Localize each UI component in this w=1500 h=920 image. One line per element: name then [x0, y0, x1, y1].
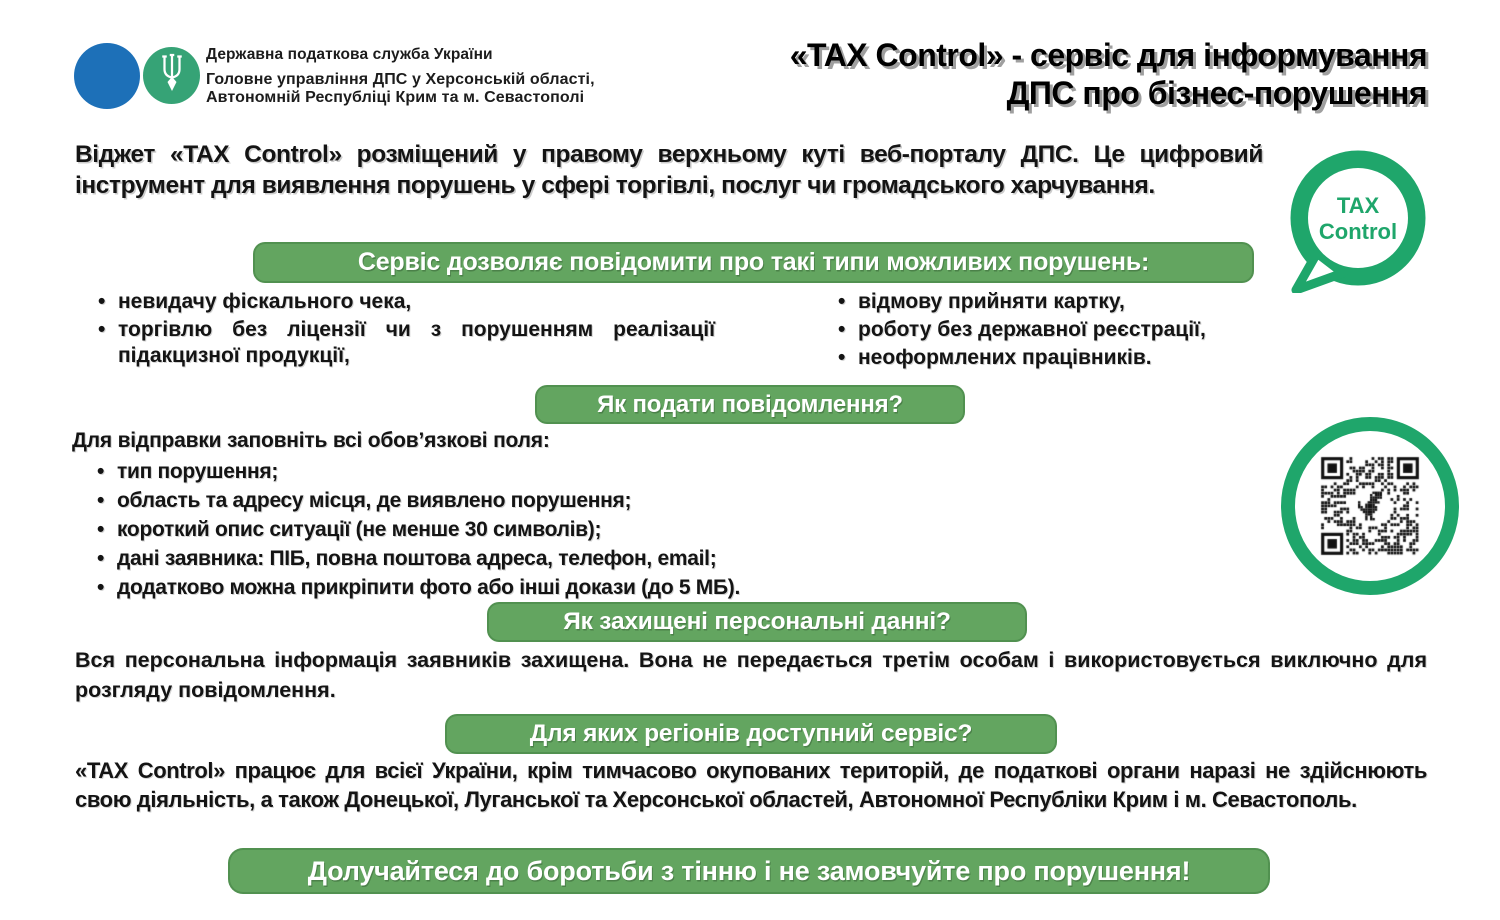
page-title-line1: «TAX Control» - сервіс для інформування: [789, 37, 1427, 73]
regions-paragraph: «TAX Control» працює для всієї України, крім тимчасово окупованих територій, де податкові органи наразі не здійснюють свою діяльність, а також Донецької, Луганської та Херсонської областей, Автономної Республіки Крим і м. Севастополь.: [75, 758, 1427, 812]
how-to-item: • дані заявника: ПІБ, повна поштова адреса, телефон, email;: [92, 544, 972, 573]
how-to-lead: Для відправки заповніть всі обов’язкові поля:: [72, 429, 550, 452]
violations-list-right: [833, 289, 1313, 373]
trident-icon: [157, 52, 187, 99]
tax-control-badge: [1283, 143, 1433, 293]
page-title-line2: ДПС про бізнес-порушення: [1006, 75, 1427, 111]
logo-green-circle: [143, 47, 200, 104]
qr-code: [1318, 454, 1422, 558]
violation-item: • торгівлю без ліцензії чи з порушенням реалізації підакцизної продукції,: [93, 317, 715, 369]
logo-blue-circle: [74, 43, 140, 109]
banner-regions: Для яких регіонів доступний сервіс?: [445, 714, 1057, 754]
how-to-item: • короткий опис ситуації (не менше 30 символів);: [92, 515, 972, 544]
org-name-line2: Головне управління ДПС у Херсонській області,: [206, 71, 595, 88]
tax-badge-text-1: TAX: [1336, 193, 1380, 218]
violation-item: • відмову прийняти картку,: [833, 289, 1313, 315]
how-to-list: [92, 457, 972, 602]
page-title: [567, 36, 1427, 112]
intro-paragraph: Віджет «TAX Control» розміщений у правому верхньому куті веб-порталу ДПС. Це цифровий інструмент для виявлення порушень у сфері торгівлі, послуг чи громадського харчування.: [75, 141, 1263, 199]
how-to-item: • область та адресу місця, де виявлено порушення;: [92, 486, 972, 515]
how-to-item: • додатково можна прикріпити фото або інші докази (до 5 МБ).: [92, 573, 972, 602]
tax-badge-text-2: Control: [1318, 219, 1398, 244]
trident-base: [167, 77, 176, 91]
qr-badge: [1281, 417, 1459, 595]
how-to-item: • тип порушення;: [92, 457, 972, 486]
violations-list-left: [93, 289, 715, 371]
violation-item: • роботу без державної реєстрації,: [833, 317, 1313, 343]
banner-cta: Долучайтеся до боротьби з тінню і не замовчуйте про порушення!: [228, 848, 1270, 894]
violation-item: • неоформлених працівників.: [833, 345, 1313, 371]
banner-violations: Сервіс дозволяє повідомити про такі типи можливих порушень:: [253, 242, 1254, 283]
org-name-line1: Державна податкова служба України: [206, 46, 493, 63]
banner-how-to: Як подати повідомлення?: [535, 385, 965, 424]
banner-privacy: Як захищені персональні данні?: [487, 602, 1027, 642]
privacy-paragraph: Вся персональна інформація заявників захищена. Вона не передається третім особам і використовується виключно для розгляду повідомлення.: [75, 648, 1427, 702]
org-name-line3: Автономній Республіці Крим та м. Севастополі: [206, 88, 585, 106]
violation-item: • невидачу фіскального чека,: [93, 289, 715, 315]
